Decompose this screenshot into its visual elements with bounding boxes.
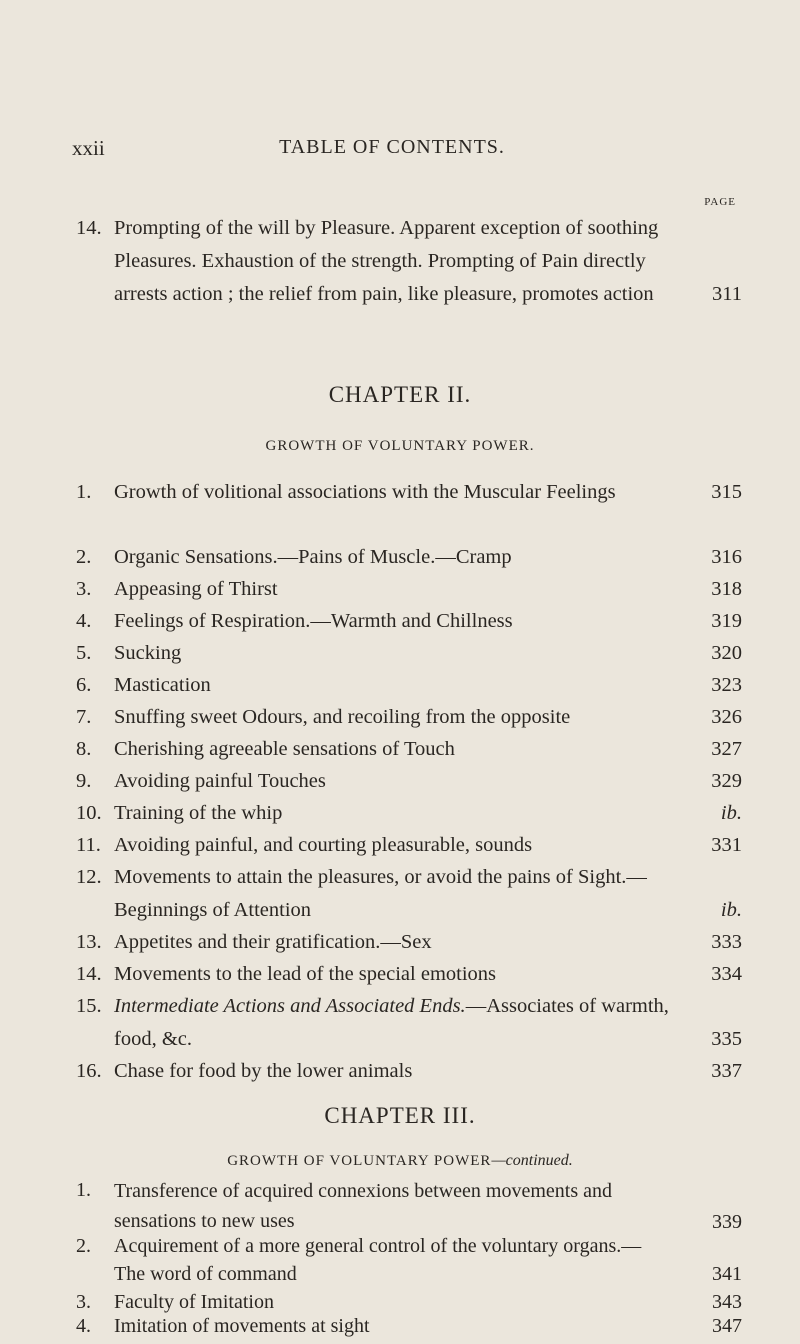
- entry-page: 315: [711, 481, 742, 503]
- entry-text: Avoiding painful Touches: [114, 770, 326, 792]
- entry-page: 323: [711, 674, 742, 696]
- chapter-subtitle-cont: —continued.: [491, 1152, 573, 1169]
- entry-page: 327: [711, 738, 742, 760]
- entry-number: 15.: [76, 995, 102, 1017]
- entry-page: 339: [712, 1211, 742, 1233]
- entry-number: 12.: [76, 866, 102, 888]
- entry-number: 4.: [76, 1315, 91, 1337]
- toc-entry: [76, 605, 742, 638]
- entry-page: 326: [711, 706, 742, 728]
- toc-entry: [76, 861, 742, 926]
- entry-text: Faculty of Imitation: [114, 1291, 274, 1313]
- toc-entry: [76, 669, 742, 702]
- chapter-subtitle-main: GROWTH OF VOLUNTARY POWER: [227, 1153, 492, 1169]
- entry-number: 6.: [76, 674, 92, 696]
- entry-number: 14.: [76, 217, 102, 239]
- entry-page: 319: [711, 610, 742, 632]
- entry-text: Cherishing agreeable sensations of Touch: [114, 738, 455, 760]
- entry-text: Prompting of the will by Pleasure. Apparent exception of soothing Pleasures. Exhaustion of the strength. Prompting of Pain directly arrests action ; the relief from pain, like pleasure, promotes action: [114, 217, 659, 305]
- entry-text: Feelings of Respiration.—Warmth and Chillness: [114, 610, 513, 632]
- entry-number: 13.: [76, 931, 102, 953]
- entry-number: 2.: [76, 546, 92, 568]
- toc-entry: [76, 476, 742, 509]
- entry-text: Appetites and their gratification.—Sex: [114, 931, 432, 953]
- entry-page: 311: [712, 283, 742, 305]
- entry-number: 2.: [76, 1235, 91, 1257]
- toc-entry: [76, 637, 742, 670]
- entry-number: 14.: [76, 963, 102, 985]
- chapter-subtitle: [0, 1152, 800, 1170]
- page-folio: xxii: [72, 136, 105, 160]
- entry-page: 333: [711, 931, 742, 953]
- entry-text: Movements to attain the pleasures, or avoid the pains of Sight.—Beginnings of Attention: [114, 866, 647, 921]
- entry-page: 334: [711, 963, 742, 985]
- toc-entry: [76, 926, 742, 959]
- entry-text: Organic Sensations.—Pains of Muscle.—Cramp: [114, 546, 512, 568]
- toc-entry: [76, 733, 742, 766]
- entry-text: Training of the whip: [114, 802, 283, 824]
- entry-page: 329: [711, 770, 742, 792]
- entry-page: 341: [712, 1263, 742, 1285]
- entry-page: 320: [711, 642, 742, 664]
- entry-text-rest: —Associates of warmth, food, &c.: [114, 995, 669, 1050]
- entry-number: 5.: [76, 642, 92, 664]
- entry-page: 318: [711, 578, 742, 600]
- entry-text: Appeasing of Thirst: [114, 578, 278, 600]
- toc-entry: [76, 1176, 742, 1236]
- entry-page: 335: [711, 1027, 742, 1050]
- entry-text: Chase for food by the lower animals: [114, 1060, 413, 1082]
- entry-page: 337: [711, 1060, 742, 1082]
- entry-page: ib.: [720, 898, 742, 921]
- entry-number: 4.: [76, 610, 92, 632]
- chapter-title: CHAPTER II.: [328, 382, 472, 407]
- entry-text: Growth of volitional associations with the Muscular Feelings: [114, 481, 616, 503]
- entry-number: 9.: [76, 770, 92, 792]
- running-head: [72, 136, 712, 166]
- entry-number: 3.: [76, 578, 92, 600]
- entry-page: 331: [711, 834, 742, 856]
- toc-entry: [76, 541, 742, 574]
- entry-page: ib.: [720, 802, 742, 824]
- entry-text: Movements to the lead of the special emotions: [114, 963, 497, 985]
- entry-number: 7.: [76, 706, 92, 728]
- entry-number: 10.: [76, 802, 102, 824]
- toc-entry: [76, 765, 742, 798]
- entry-number: 16.: [76, 1060, 102, 1082]
- toc-entry: [76, 212, 742, 311]
- toc-entry: [76, 701, 742, 734]
- entry-text: Avoiding painful, and courting pleasurable, sounds: [114, 834, 533, 856]
- chapter-title: CHAPTER III.: [324, 1103, 476, 1128]
- entry-text: Transference of acquired connexions between movements and sensations to new uses: [114, 1180, 612, 1232]
- entry-text: [114, 990, 742, 1055]
- toc-entry: [76, 1055, 742, 1088]
- toc-entry: [76, 797, 742, 830]
- entry-number: 11.: [76, 834, 101, 856]
- toc-entry: [76, 573, 742, 606]
- entry-text: Mastication: [114, 674, 211, 696]
- chapter-subtitle: GROWTH OF VOLUNTARY POWER.: [265, 438, 535, 454]
- entry-number: 1.: [76, 481, 92, 503]
- entry-number: 8.: [76, 738, 92, 760]
- entry-number: 3.: [76, 1291, 91, 1313]
- toc-entry: [76, 829, 742, 862]
- entry-text: Acquirement of a more general control of the voluntary organs.—The word of command: [114, 1235, 642, 1285]
- page-column-label: PAGE: [704, 196, 736, 208]
- entry-page: 347: [712, 1315, 742, 1337]
- toc-entry: [76, 990, 742, 1055]
- entry-page: 316: [711, 546, 742, 568]
- entry-text: Sucking: [114, 642, 182, 664]
- running-title: TABLE OF CONTENTS.: [279, 136, 505, 158]
- toc-entry: [76, 1232, 742, 1288]
- entry-italic-title: Intermediate Actions and Associated Ends.: [114, 995, 466, 1017]
- entry-number: 1.: [76, 1179, 91, 1201]
- toc-entry: [76, 1312, 742, 1340]
- entry-page: 343: [712, 1291, 742, 1313]
- entry-text: Snuffing sweet Odours, and recoiling from the opposite: [114, 706, 571, 728]
- entry-text: Imitation of movements at sight: [114, 1315, 370, 1337]
- toc-entry: [76, 958, 742, 991]
